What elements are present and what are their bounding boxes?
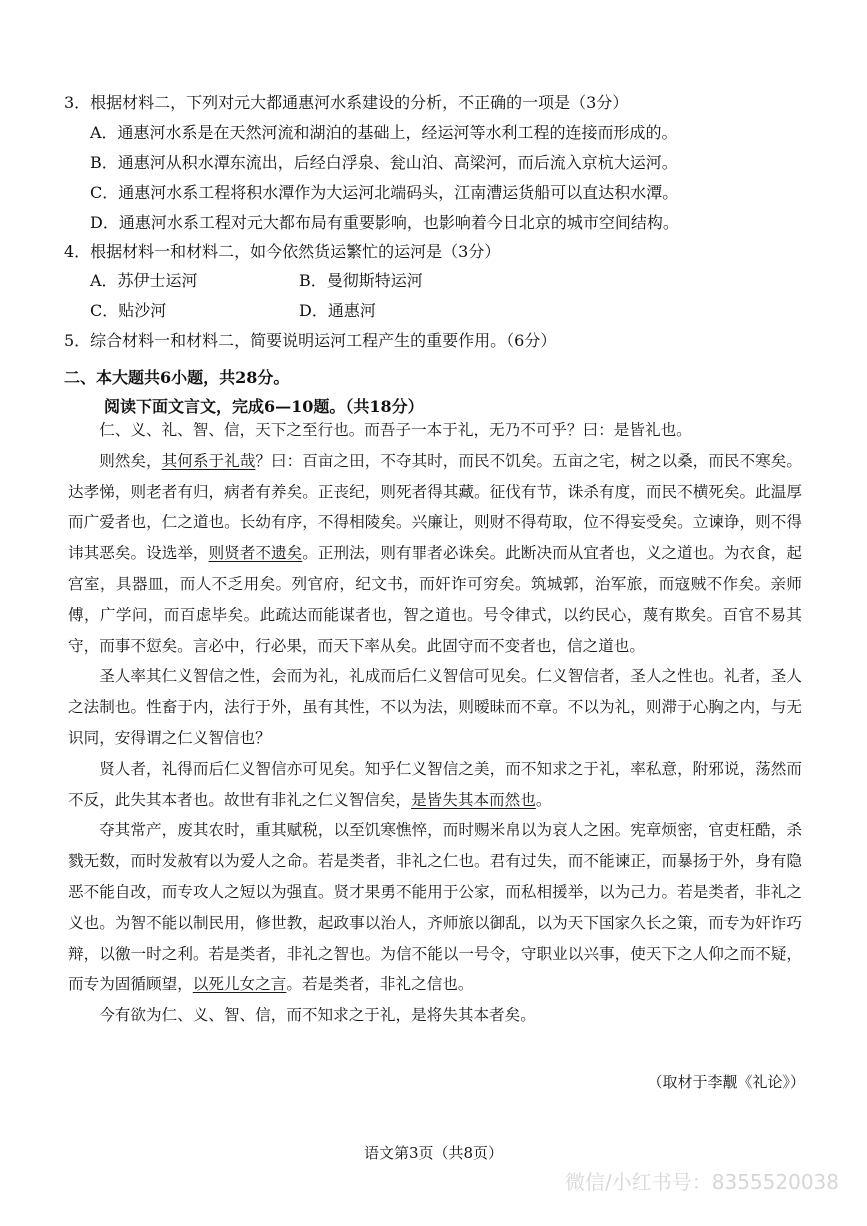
passage-paragraph-6: 今有欲为仁、义、智、信，而不知求之于礼，是将失其本者矣。 <box>99 1006 536 1025</box>
passage-paragraph-4 <box>68 754 802 816</box>
passage-text: ？曰：百亩之田，不夺其时，而民不饥矣。五亩之宅，树之以桑，而民不寒矣。达孝悌，则老者有归，病者有养矣。正丧纪，则死者得其藏。征伐有节，诛杀有度，而民不横死矣。此温厚而广爱者也，仁之道也。长幼有序，不得相陵矣。兴廉让，则财不得苟取，位不得妄受矣。立谏诤，则不得讳其恶矣。设选举， <box>68 451 802 563</box>
passage-paragraph-2 <box>68 446 802 662</box>
passage-paragraph-5 <box>68 815 802 1000</box>
passage-text: 则然矣， <box>99 451 162 470</box>
watermark: 微信/小红书号：8355520038 <box>565 1170 839 1194</box>
page-footer: 语文第3页（共8页） <box>363 1144 504 1162</box>
question-4-option-a: A．苏伊士运河 <box>90 271 198 290</box>
question-5-stem: 5．综合材料一和材料二，简要说明运河工程产生的重要作用。（6分） <box>64 331 557 350</box>
question-3-stem: 3．根据材料二，下列对元大都通惠河水系建设的分析，不正确的一项是（3分） <box>64 93 629 112</box>
underlined-phrase-1: 其何系于礼哉 <box>161 451 256 470</box>
passage-source: （取材于李觏《礼论》） <box>647 1073 805 1091</box>
passage-text: 。正刑法，则有罪者必诛矣。此断决而从宜者也，义之道也。为衣食，起宫室，具器皿，而人不乏用矣。列官府，纪文书，而奸诈可穷矣。筑城郭，治军旅，而寇贼不作矣。亲师傅，广学问，而百虑毕矣。此疏达而能谋者也，智之道也。号令律式，以约民心，蔑有欺矣。百官不易其守，而事不愆矣。言必中，行必果，而天下率从矣。此固守而不变者也，信之道也。 <box>68 544 802 655</box>
question-4-option-d: D．通惠河 <box>299 301 376 320</box>
question-4-option-c: C．贴沙河 <box>90 301 167 320</box>
question-3-option-c: C．通惠河水系工程将积水潭作为大运河北端码头，江南漕运货船可以直达积水潭。 <box>90 183 679 202</box>
passage-text: 夺其常产，废其农时，重其赋税，以至饥寒憔悴，而时赐米帛以为哀人之困。宪章烦密，官吏枉酷，杀戮无数，而时发赦宥以为爱人之命。若是类者，非礼之仁也。君有过失，而不能谏正，而暴扬于外，身有隐恶不能自改，而专攻人之短以为强直。贤才果勇不能用于公家，而私相援举，以为己力。若是类者，非礼之义也。为智不能以制民用，修世教，起政事以治人，齐师旅以御乱，以为天下国家久长之策，而专为奸诈巧辩，以徼一时之利。若是类者，非礼之智也。为信不能以一号令，守职业以兴事，使天下之人仰之而不疑，而专为固循顾望， <box>68 821 802 994</box>
question-3-option-d: D．通惠河水系工程对元大都布局有重要影响，也影响着今日北京的城市空间结构。 <box>90 213 679 232</box>
section-2-heading: 二、本大题共6小题，共28分。 <box>64 368 290 387</box>
passage-text: 。若是类者，非礼之信也。 <box>286 975 474 994</box>
underlined-phrase-3: 是皆失其本而然也 <box>411 790 536 809</box>
underlined-phrase-2: 则贤者不遗矣 <box>208 544 303 563</box>
underlined-phrase-4: 以死儿女之言 <box>192 975 287 994</box>
question-4-option-b: B．曼彻斯特运河 <box>299 271 423 290</box>
passage-text: 。 <box>535 790 552 809</box>
passage-paragraph-3: 圣人率其仁义智信之性，会而为礼，礼成而后仁义智信可见矣。仁义智信者，圣人之性也。礼者，圣人之法制也。性畜于内，法行于外，虽有其性，不以为法，则暧昧而不章。不以为礼，则滞于心胸之内，与无识同，安得谓之仁义智信也？ <box>68 667 802 747</box>
question-3-option-b: B．通惠河从积水潭东流出，后经白浮泉、瓮山泊、高梁河，而后流入京杭大运河。 <box>90 153 678 172</box>
classical-passage <box>68 415 802 1031</box>
question-4-stem: 4．根据材料一和材料二，如今依然货运繁忙的运河是（3分） <box>64 242 501 261</box>
passage-text: 贤人者，礼得而后仁义智信亦可见矣。知乎仁义智信之美，而不知求之于礼，率私意，附邪说，荡然而不反，此失其本者也。故世有非礼之仁义智信矣， <box>68 759 802 809</box>
question-3-option-a: A．通惠河水系是在天然河流和湖泊的基础上，经运河等水利工程的连接而形成的。 <box>90 123 678 142</box>
section-2-instruction: 阅读下面文言文，完成6—10题。（共18分） <box>104 397 424 416</box>
passage-paragraph-1: 仁、义、礼、智、信，天下之至行也。而吾子一本于礼，无乃不可乎？曰：是皆礼也。 <box>99 421 692 439</box>
